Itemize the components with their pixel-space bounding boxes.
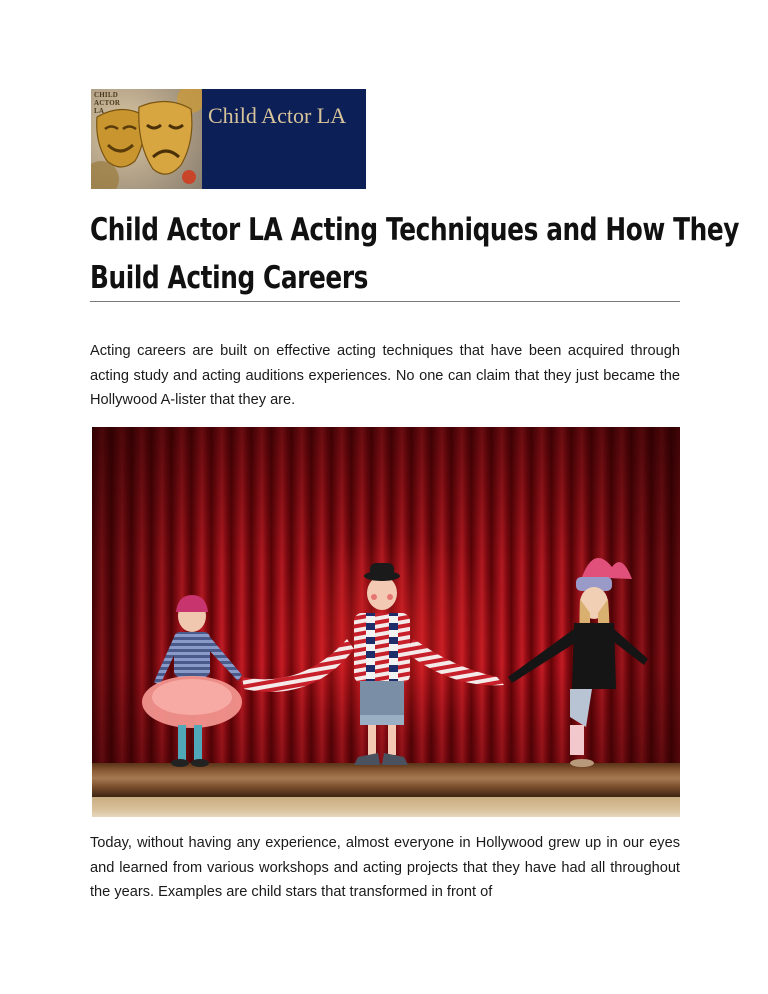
logo-panel — [202, 89, 366, 189]
logo-small-text — [94, 91, 120, 115]
body-paragraph: Today, without having any experience, almost everyone in Hollywood grew up in our eyes and learned from various workshops and acting projects that they have had all throughout the years. Examples are child stars that transformed in front of — [90, 835, 680, 900]
theater-masks-icon — [91, 89, 202, 189]
logo-small-text-line: CHILD — [94, 91, 118, 99]
logo-small-text-line: LA — [94, 107, 105, 115]
children-performers-illustration — [92, 427, 680, 817]
page-title-line: Build Acting Careers — [90, 260, 369, 296]
page-title-line: Child Actor LA Acting Techniques and How They — [90, 212, 740, 248]
title-divider — [90, 301, 680, 302]
body-paragraph: Acting careers are built on effective acting techniques that have been acquired through acting study and acting auditions experiences. No one can claim that they just became the Hollywood A-lister that they are. — [90, 343, 680, 408]
logo-title: Child Actor LA — [208, 103, 347, 128]
stage-photo — [92, 427, 680, 817]
child-actor-la-logo — [91, 89, 366, 189]
page-title — [90, 206, 740, 302]
logo-small-text-line: ACTOR — [94, 99, 121, 107]
